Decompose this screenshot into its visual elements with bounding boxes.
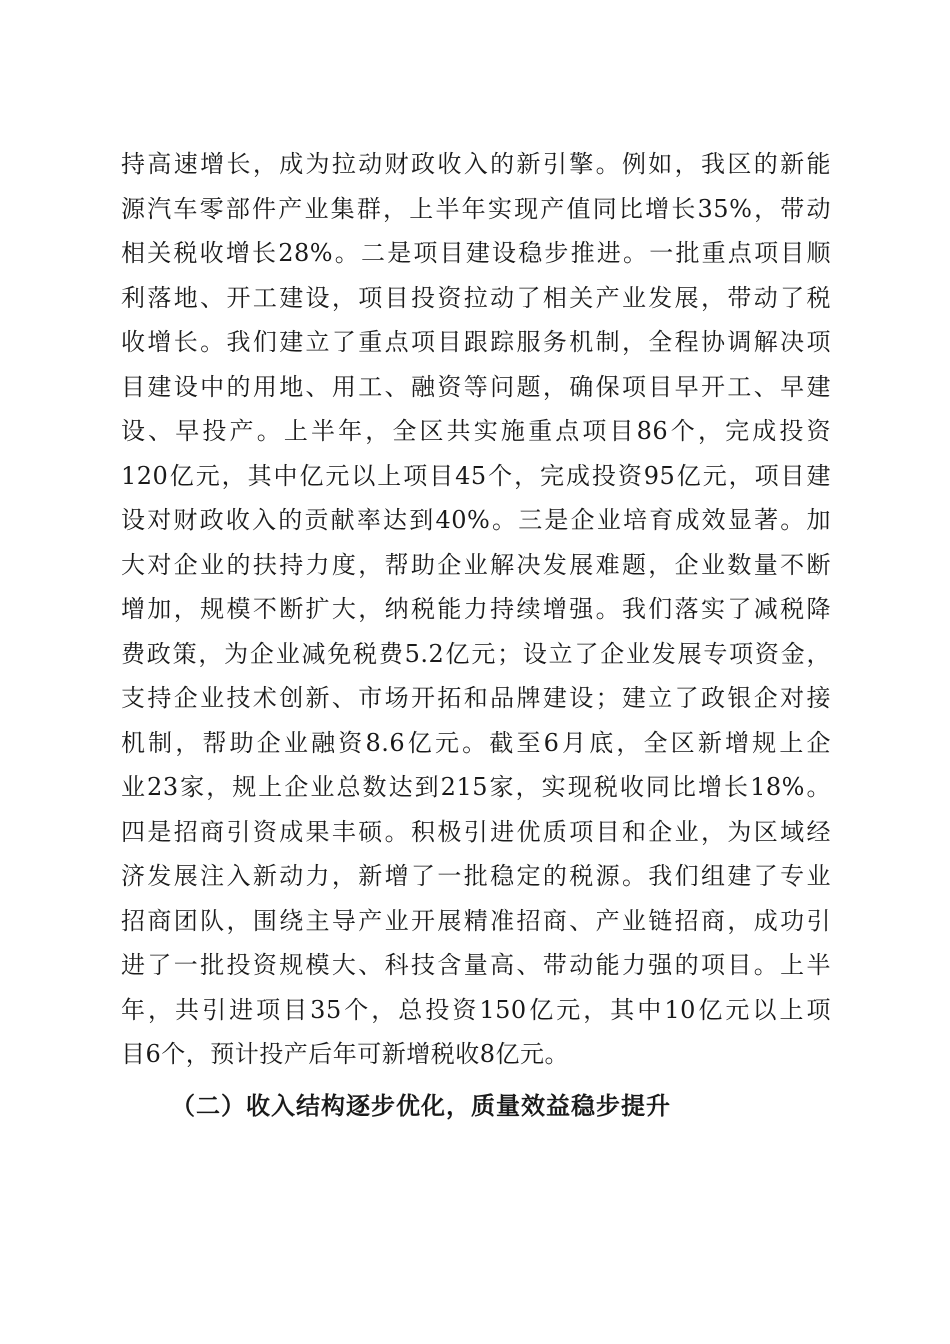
- paragraph-line: 增加，规模不断扩大，纳税能力持续增强。我们落实了减税降: [121, 595, 831, 623]
- paragraph-line: 相关税收增长28%。二是项目建设稳步推进。一批重点项目顺: [121, 239, 831, 267]
- paragraph-line: 进了一批投资规模大、科技含量高、带动能力强的项目。上半: [121, 951, 831, 979]
- paragraph-line: 设对财政收入的贡献率达到40%。三是企业培育成效显著。加: [121, 506, 831, 534]
- paragraph-line: 设、早投产。上半年，全区共实施重点项目86个，完成投资: [121, 417, 831, 445]
- section-heading: （二）收入结构逐步优化，质量效益稳步提升: [171, 1092, 671, 1120]
- body-paragraph: [121, 142, 831, 1077]
- paragraph-line: 持高速增长，成为拉动财政收入的新引擎。例如，我区的新能: [121, 150, 831, 178]
- paragraph-line: 源汽车零部件产业集群，上半年实现产值同比增长35%，带动: [121, 194, 831, 223]
- paragraph-line: 120亿元，其中亿元以上项目45个，完成投资95亿元，项目建: [121, 461, 831, 490]
- paragraph-line: 招商团队，围绕主导产业开展精准招商、产业链招商，成功引: [121, 906, 831, 935]
- paragraph-line: 支持企业技术创新、市场开拓和品牌建设；建立了政银企对接: [121, 684, 831, 712]
- paragraph-line: 目6个，预计投产后年可新增税收8亿元。: [121, 1040, 570, 1068]
- paragraph-line: 利落地、开工建设，项目投资拉动了相关产业发展，带动了税: [121, 283, 831, 312]
- paragraph-line: 年，共引进项目35个，总投资150亿元，其中10亿元以上项: [121, 995, 831, 1024]
- paragraph-line: 费政策，为企业减免税费5.2亿元；设立了企业发展专项资金，: [121, 639, 831, 668]
- paragraph-line: 业23家，规上企业总数达到215家，实现税收同比增长18%。: [121, 773, 831, 801]
- paragraph-line: 大对企业的扶持力度，帮助企业解决发展难题，企业数量不断: [121, 550, 831, 579]
- paragraph-line: 济发展注入新动力，新增了一批稳定的税源。我们组建了专业: [121, 862, 831, 890]
- paragraph-line: 收增长。我们建立了重点项目跟踪服务机制，全程协调解决项: [121, 328, 831, 356]
- paragraph-line: 四是招商引资成果丰硕。积极引进优质项目和企业，为区域经: [121, 817, 831, 846]
- paragraph-line: 机制，帮助企业融资8.6亿元。截至6月底，全区新增规上企: [121, 728, 831, 757]
- paragraph-line: 目建设中的用地、用工、融资等问题，确保项目早开工、早建: [121, 372, 831, 401]
